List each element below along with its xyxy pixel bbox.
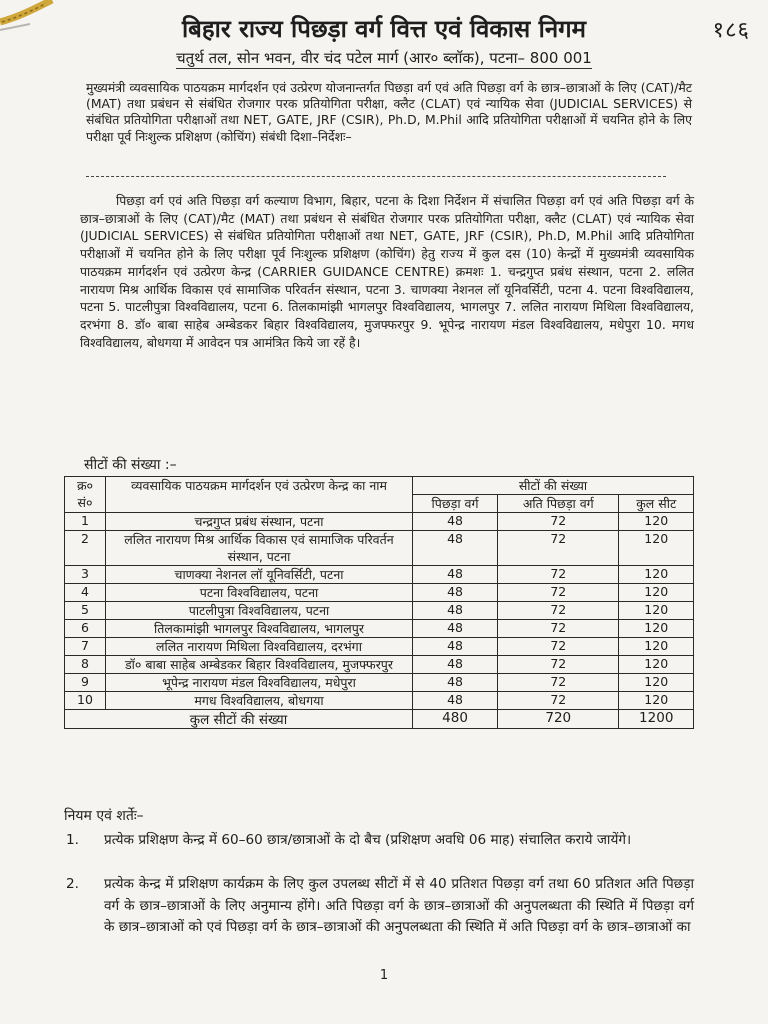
handwritten-page-number: १८६ <box>712 18 750 43</box>
row-extremely-backward-class-seats: 72 <box>498 638 619 656</box>
table-row <box>65 566 694 584</box>
row-serial-no: 10 <box>65 692 106 710</box>
row-centre-name: तिलकामांझी भागलपुर विश्वविद्यालय, भागलपुर <box>106 620 413 638</box>
row-serial-no: 1 <box>65 513 106 531</box>
row-total-seats: 120 <box>619 602 694 620</box>
row-centre-name: भूपेन्द्र नारायण मंडल विश्वविद्यालय, मधेपुरा <box>106 674 413 692</box>
row-backward-class-seats: 48 <box>413 566 498 584</box>
rule-item <box>66 830 694 852</box>
dashed-divider <box>86 176 666 177</box>
table-row <box>65 620 694 638</box>
table-row <box>65 692 694 710</box>
seats-table <box>64 476 694 729</box>
row-serial-no: 5 <box>65 602 106 620</box>
row-serial-no: 4 <box>65 584 106 602</box>
row-extremely-backward-class-seats: 72 <box>498 513 619 531</box>
row-backward-class-seats: 48 <box>413 531 498 566</box>
table-row <box>65 584 694 602</box>
total-extremely-backward-class: 720 <box>498 710 619 729</box>
row-serial-no: 2 <box>65 531 106 566</box>
header-serial-no: क्र० सं० <box>65 477 106 513</box>
header-centre-name: व्यवसायिक पाठयक्रम मार्गदर्शन एवं उत्प्रेरण केन्द्र का नाम <box>106 477 413 513</box>
row-extremely-backward-class-seats: 72 <box>498 584 619 602</box>
row-total-seats: 120 <box>619 566 694 584</box>
rule-number: 1. <box>66 832 79 848</box>
rule-text: प्रत्येक केन्द्र में प्रशिक्षण कार्यक्रम के लिए कुल उपलब्ध सीटों में से 40 प्रतिशत पिछड़ा वर्ग तथा 60 प्रतिशत अति पिछड़ा वर्ग के छात्र–छात्राओं के लिए अनुमान्य होंगे। अति पिछड़ा वर्ग के छात्र–छात्राओं की अनुपलब्धता की स्थिति में पिछड़ा वर्ग के छात्र–छात्राओं को एवं पिछड़ा वर्ग के छात्र–छात्राओं की अनुपलब्धता की स्थिति में अति पिछड़ा वर्ग के छात्र–छात्राओं का <box>104 876 694 935</box>
table-row <box>65 674 694 692</box>
row-extremely-backward-class-seats: 72 <box>498 674 619 692</box>
row-backward-class-seats: 48 <box>413 674 498 692</box>
table-row <box>65 513 694 531</box>
row-extremely-backward-class-seats: 72 <box>498 531 619 566</box>
row-backward-class-seats: 48 <box>413 620 498 638</box>
row-backward-class-seats: 48 <box>413 584 498 602</box>
header-extremely-backward-class: अति पिछड़ा वर्ग <box>498 495 619 513</box>
row-backward-class-seats: 48 <box>413 692 498 710</box>
row-serial-no: 6 <box>65 620 106 638</box>
subject-paragraph: मुख्यमंत्री व्यवसायिक पाठयक्रम मार्गदर्शन एवं उत्प्रेरण योजनान्तर्गत पिछड़ा वर्ग एवं अति पिछड़ा वर्ग के छात्र–छात्राओं के लिए (CAT)/मैट (MAT) तथा प्रबंधन से संबंधित रोजगार परक प्रतियोगिता परीक्षा, क्लैट (CLAT) एवं न्यायिक सेवा (JUDICIAL SERVICES) से संबंधित प्रतियोगिता परीक्षाओं तथा NET, GATE, JRF (CSIR), Ph.D, M.Phil आदि प्रतियोगिता परीक्षाओं में चयनित होने के लिए परीक्षा पूर्व निःशुल्क प्रशिक्षण (कोचिंग) संबंधी दिशा–निर्देशः– <box>86 80 692 144</box>
row-serial-no: 8 <box>65 656 106 674</box>
row-serial-no: 9 <box>65 674 106 692</box>
row-backward-class-seats: 48 <box>413 513 498 531</box>
row-backward-class-seats: 48 <box>413 602 498 620</box>
row-centre-name: मगध विश्वविद्यालय, बोधगया <box>106 692 413 710</box>
total-row <box>65 710 694 729</box>
row-extremely-backward-class-seats: 72 <box>498 602 619 620</box>
row-serial-no: 3 <box>65 566 106 584</box>
row-extremely-backward-class-seats: 72 <box>498 620 619 638</box>
row-total-seats: 120 <box>619 620 694 638</box>
rule-text: प्रत्येक प्रशिक्षण केन्द्र में 60–60 छात्र/छात्राओं के दो बैच (प्रशिक्षण अवधि 06 माह) संचालित कराये जायेंगे। <box>104 832 632 848</box>
row-serial-no: 7 <box>65 638 106 656</box>
row-centre-name: ललित नारायण मिथिला विश्वविद्यालय, दरभंगा <box>106 638 413 656</box>
row-centre-name: ललित नारायण मिश्र आर्थिक विकास एवं सामाजिक परिवर्तन संस्थान, पटना <box>106 531 413 566</box>
table-row <box>65 638 694 656</box>
table-row <box>65 602 694 620</box>
row-extremely-backward-class-seats: 72 <box>498 656 619 674</box>
row-total-seats: 120 <box>619 513 694 531</box>
row-centre-name: पटना विश्वविद्यालय, पटना <box>106 584 413 602</box>
row-total-seats: 120 <box>619 531 694 566</box>
header-seats: सीटों की संख्या <box>413 477 694 495</box>
row-extremely-backward-class-seats: 72 <box>498 692 619 710</box>
row-centre-name: डॉ० बाबा साहेब अम्बेडकर बिहार विश्वविद्यालय, मुजफ्फरपुर <box>106 656 413 674</box>
page-number: 1 <box>379 968 389 983</box>
rule-number: 2. <box>66 876 79 892</box>
total-label: कुल सीटों की संख्या <box>65 710 413 729</box>
header-total-seats: कुल सीट <box>619 495 694 513</box>
table-row <box>65 656 694 674</box>
row-centre-name: चाणक्या नेशनल लॉ यूनिवर्सिटी, पटना <box>106 566 413 584</box>
row-extremely-backward-class-seats: 72 <box>498 566 619 584</box>
row-centre-name: पाटलीपुत्रा विश्वविद्यालय, पटना <box>106 602 413 620</box>
header-backward-class: पिछड़ा वर्ग <box>413 495 498 513</box>
organization-title: बिहार राज्य पिछड़ा वर्ग वित्त एवं विकास निगम <box>181 15 587 43</box>
table-row <box>65 531 694 566</box>
address-text: चतुर्थ तल, सोन भवन, वीर चंद पटेल मार्ग (आर० ब्लॉक), पटना– 800 001 <box>176 49 592 67</box>
total-seats: 1200 <box>619 710 694 729</box>
organization-address <box>0 48 768 68</box>
row-total-seats: 120 <box>619 656 694 674</box>
row-total-seats: 120 <box>619 674 694 692</box>
seats-table-body <box>65 513 694 710</box>
row-total-seats: 120 <box>619 692 694 710</box>
row-backward-class-seats: 48 <box>413 638 498 656</box>
row-centre-name: चन्द्रगुप्त प्रबंध संस्थान, पटना <box>106 513 413 531</box>
row-backward-class-seats: 48 <box>413 656 498 674</box>
row-total-seats: 120 <box>619 638 694 656</box>
rule-item <box>66 874 694 939</box>
seats-heading: सीटों की संख्या :– <box>84 457 177 473</box>
rules-heading: नियम एवं शर्तेः– <box>64 808 144 824</box>
total-backward-class: 480 <box>413 710 498 729</box>
row-total-seats: 120 <box>619 584 694 602</box>
body-paragraph: पिछड़ा वर्ग एवं अति पिछड़ा वर्ग कल्याण विभाग, बिहार, पटना के दिशा निर्देशन में संचालित पिछड़ा वर्ग एवं अति पिछड़ा वर्ग के छात्र–छात्राओं के लिए (CAT)/मैट (MAT) तथा प्रबंधन से संबंधित रोजगार परक प्रतियोगिता परीक्षा, क्लैट (CLAT) एवं न्यायिक सेवा (JUDICIAL SERVICES) से संबंधित प्रतियोगिता परीक्षाओं तथा NET, GATE, JRF (CSIR), Ph.D, M.Phil आदि प्रतियोगिता परीक्षाओं में चयनित होने के लिए परीक्षा पूर्व निःशुल्क प्रशिक्षण (कोचिंग) हेतु राज्य में कुल दस (10) केन्द्रों में मुख्यमंत्री व्यवसायिक पाठयक्रम मार्गदर्शन एवं उत्प्रेरण केन्द्र (CARRIER GUIDANCE CENTRE) क्रमशः 1. चन्द्रगुप्त प्रबंध संस्थान, पटना 2. ललित नारायण मिश्र आर्थिक विकास एवं सामाजिक परिवर्तन संस्थान, पटना 3. चाणक्या नेशनल लॉ यूनिवर्सिटी, पटना 4. पटना विश्वविद्यालय, पटना 5. पाटलीपुत्रा विश्वविद्यालय, पटना 6. तिलकामांझी भागलपुर विश्वविद्यालय, भागलपुर 7. ललित नारायण मिथिला विश्वविद्यालय, दरभंगा 8. डॉ० बाबा साहेब अम्बेडकर बिहार विश्वविद्यालय, मुजफ्फरपुर 9. भूपेन्द्र नारायण मंडल विश्वविद्यालय, मधेपुरा 10. मगध विश्वविद्यालय, बोधगया में आवेदन पत्र आमंत्रित किये जा रहें है। <box>80 193 694 350</box>
